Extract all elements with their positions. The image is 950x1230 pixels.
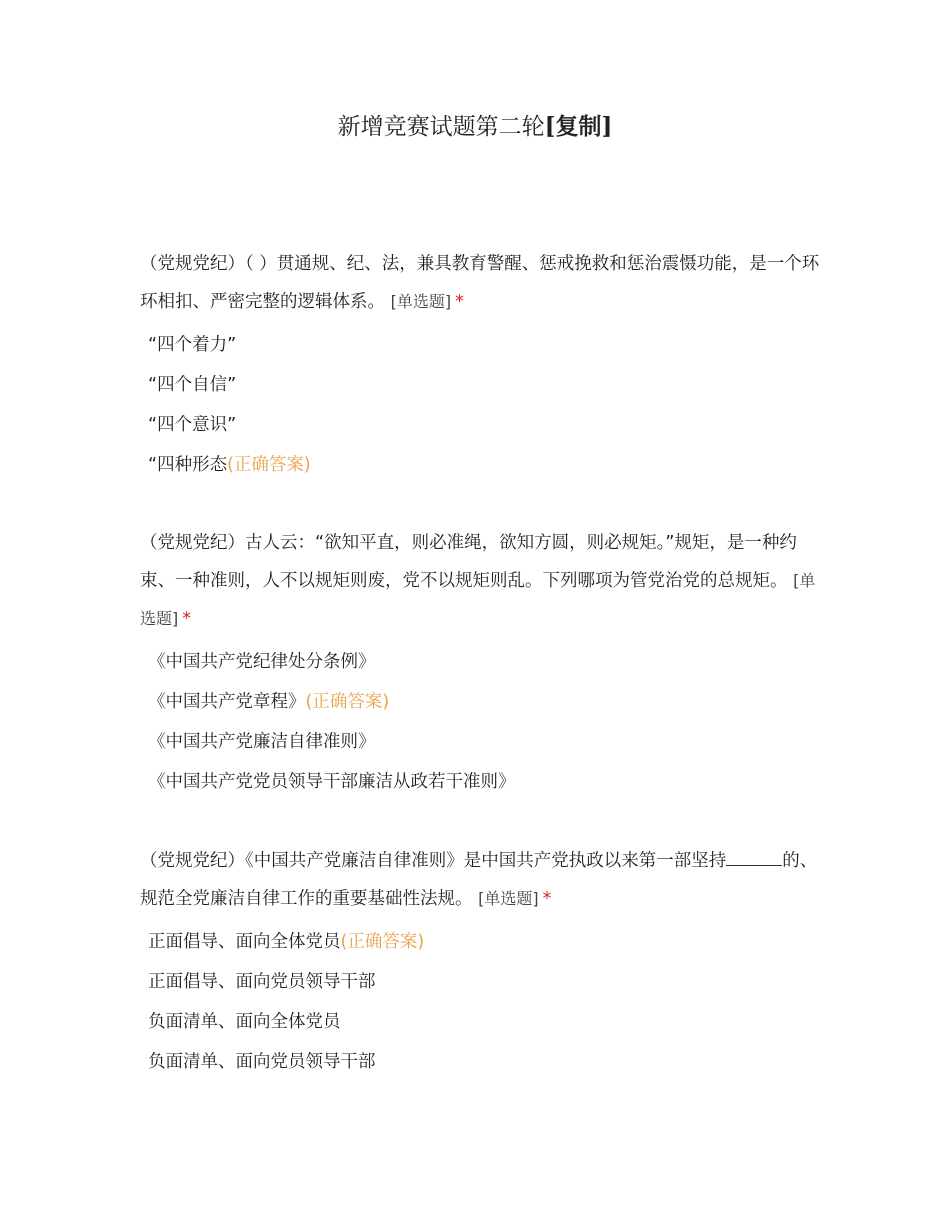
required-star-icon: * xyxy=(182,609,191,629)
page-title-main: 新增竞赛试题第二轮 xyxy=(337,114,545,140)
question-text xyxy=(140,524,820,638)
required-star-icon: * xyxy=(542,889,552,909)
fill-blank-line xyxy=(726,845,782,866)
question-type-badge: [单选题] xyxy=(478,889,539,908)
question-type-badge: [单选题] xyxy=(140,571,816,628)
question-2 xyxy=(140,524,820,802)
option-item[interactable] xyxy=(148,325,820,365)
correct-answer-tag: (正确答案) xyxy=(305,692,390,712)
option-item[interactable] xyxy=(148,365,820,405)
option-item[interactable] xyxy=(148,405,820,445)
page-title xyxy=(0,110,950,144)
question-3 xyxy=(140,842,820,1082)
option-label: “四个自信” xyxy=(148,375,237,395)
question-stem-before: （党规党纪）《中国共产党廉洁自律准则》是中国共产党执政以来第一部坚持 xyxy=(140,851,727,871)
correct-answer-tag: (正确答案) xyxy=(227,455,311,475)
option-list xyxy=(140,922,820,1082)
option-list xyxy=(140,325,820,485)
question-1 xyxy=(140,245,820,485)
correct-answer-tag: (正确答案) xyxy=(340,932,425,952)
option-label: “四种形态 xyxy=(148,455,228,475)
option-label: 《中国共产党章程》 xyxy=(148,692,306,712)
option-label: 正面倡导、面向全体党员 xyxy=(148,932,341,952)
option-label: “四个着力” xyxy=(148,335,237,355)
option-label: 负面清单、面向党员领导干部 xyxy=(148,1052,376,1072)
question-stem: （党规党纪）古人云：“欲知平直，则必准绳，欲知方圆，则必规矩。”规矩，是一种约束、一种准则，人不以规矩则废，党不以规矩则乱。下列哪项为管党治党的总规矩。 xyxy=(140,533,797,591)
option-item[interactable] xyxy=(148,722,820,762)
option-label: 《中国共产党党员领导干部廉洁从政若干准则》 xyxy=(148,772,516,792)
question-stem-after: 的、规范全党廉洁自律工作的重要基础性法规。 xyxy=(140,851,818,909)
question-type-badge: [单选题] xyxy=(390,292,452,311)
option-label: 正面倡导、面向党员领导干部 xyxy=(148,972,376,992)
required-star-icon: * xyxy=(455,292,464,312)
question-stem: （党规党纪）（ ）贯通规、纪、法，兼具教育警醒、惩戒挽救和惩治震慑功能，是一个环环相扣、严密完整的逻辑体系。 xyxy=(140,254,820,312)
question-text xyxy=(140,245,820,321)
option-item[interactable] xyxy=(148,962,820,1002)
option-item[interactable] xyxy=(148,922,820,962)
option-item[interactable] xyxy=(148,642,820,682)
option-label: “四个意识” xyxy=(148,415,237,435)
option-item[interactable] xyxy=(148,762,820,802)
page-title-suffix: [复制] xyxy=(544,113,613,140)
option-label: 《中国共产党廉洁自律准则》 xyxy=(148,732,376,752)
option-item[interactable] xyxy=(148,445,820,485)
option-item[interactable] xyxy=(148,682,820,722)
option-label: 负面清单、面向全体党员 xyxy=(148,1012,341,1032)
option-item[interactable] xyxy=(148,1042,820,1082)
option-list xyxy=(140,642,820,802)
question-text xyxy=(140,842,820,918)
option-label: 《中国共产党纪律处分条例》 xyxy=(148,652,376,672)
option-item[interactable] xyxy=(148,1002,820,1042)
